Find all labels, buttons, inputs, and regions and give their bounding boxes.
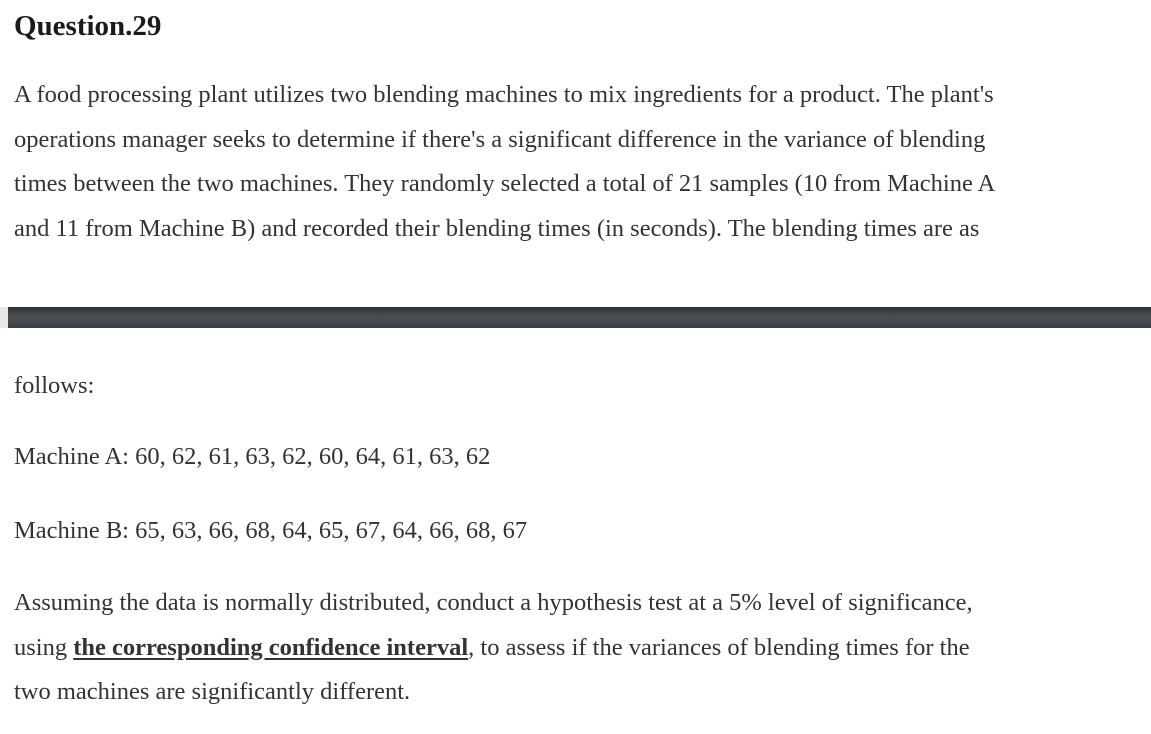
- instruction-line: [14, 626, 1137, 671]
- intro-line: and 11 from Machine B) and recorded their blending times (in seconds). The blending times are as: [14, 214, 980, 242]
- instruction-line: two machines are significantly different.: [14, 678, 411, 706]
- continuation-text: follows:: [14, 372, 95, 399]
- page-break-divider: [0, 307, 1151, 328]
- intro-line: times between the two machines. They randomly selected a total of 21 samples (10 from Machine A: [14, 170, 996, 198]
- instruction-text-before-link: using: [14, 633, 74, 661]
- instruction-text-after-link: , to assess if the variances of blending times for the: [468, 633, 970, 661]
- instruction-paragraph: [14, 581, 1137, 715]
- intro-line: A food processing plant utilizes two blending machines to mix ingredients for a product. The plant's: [14, 81, 994, 108]
- machine-a-data: Machine A: 60, 62, 61, 63, 62, 60, 64, 61, 63, 62: [14, 443, 491, 470]
- divider-edge: [0, 307, 8, 328]
- machine-b-data: Machine B: 65, 63, 66, 68, 64, 65, 67, 64, 66, 68, 67: [14, 517, 528, 544]
- question-title: Question.29: [14, 10, 162, 42]
- intro-line: operations manager seeks to determine if there's a significant difference in the variance of blending: [14, 125, 986, 153]
- instruction-line: Assuming the data is normally distributed, conduct a hypothesis test at a 5% level of significance,: [14, 589, 973, 616]
- confidence-interval-link[interactable]: the corresponding confidence interval: [73, 633, 469, 661]
- question-intro: [14, 73, 1137, 251]
